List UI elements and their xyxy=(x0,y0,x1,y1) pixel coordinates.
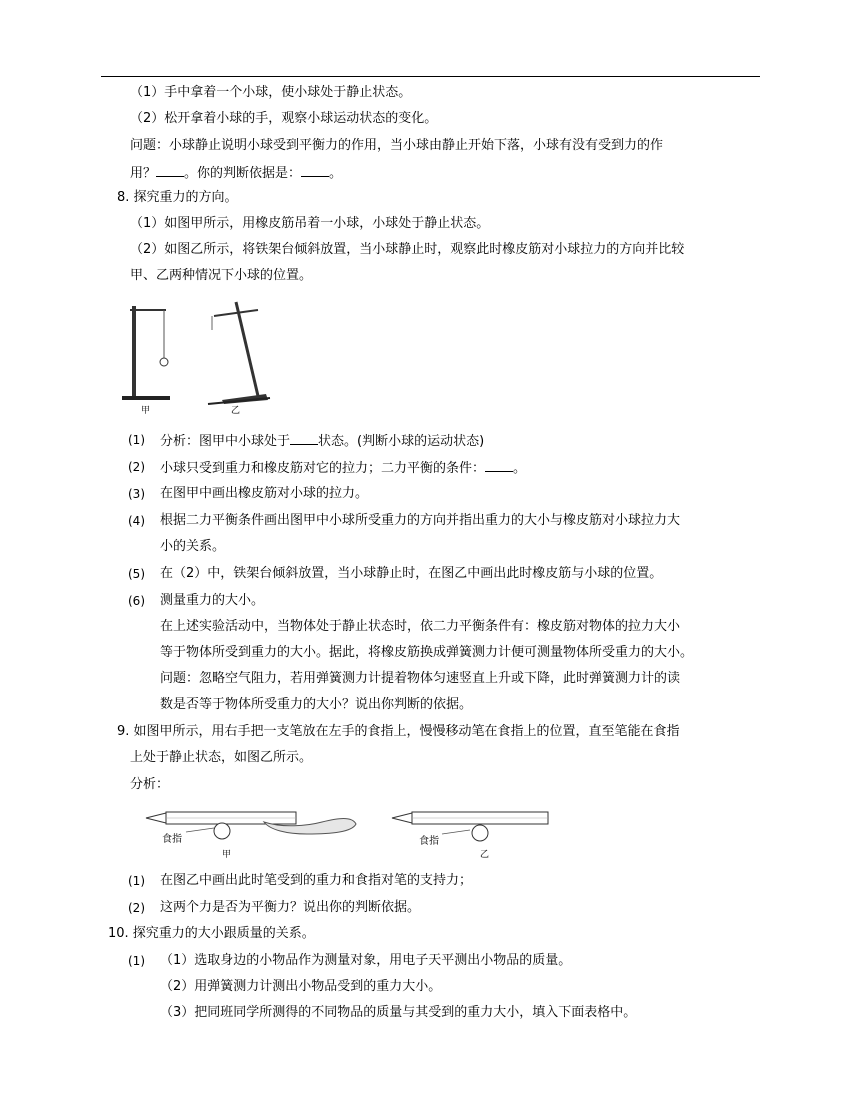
answer-blank[interactable] xyxy=(290,432,318,445)
q8-item-4: 根据二力平衡条件画出图甲中小球所受重力的方向并指出重力的大小与橡皮筋对小球拉力大 xyxy=(160,513,681,528)
q9-analysis: 分析： xyxy=(130,777,170,792)
q8-item-number: (3) xyxy=(128,487,145,501)
figure-label-b: 乙 xyxy=(480,850,490,860)
q8-item-1 xyxy=(160,432,484,450)
q10-step-3: （3）把同班同学所测得的不同物品的质量与其受到的重力大小，填入下面表格中。 xyxy=(160,1005,637,1020)
q8-item-6-para: 等于物体所受到重力的大小。据此，将橡皮筋换成弹簧测力计便可测量物体所受重力的大小。 xyxy=(160,645,694,660)
q8-item-2-post: 。 xyxy=(513,461,527,476)
q8-item-6-para: 数是否等于物体所受重力的大小？说出你判断的依据。 xyxy=(160,697,473,712)
figure-label-a: 甲 xyxy=(141,406,151,416)
q8-title: 8. 探究重力的方向。 xyxy=(117,190,238,205)
figure-label-b: 乙 xyxy=(231,406,241,416)
q7-question: 问题：小球静止说明小球受到平衡力的作用，当小球由静止开始下落，小球有没有受到力的作 xyxy=(130,138,664,153)
figure-label-a: 甲 xyxy=(222,850,232,860)
q8-step-1: （1）如图甲所示，用橡皮筋吊着一小球，小球处于静止状态。 xyxy=(130,216,490,231)
q8-item-3: 在图甲中画出橡皮筋对小球的拉力。 xyxy=(160,486,369,501)
q8-item-6: 测量重力的大小。 xyxy=(160,593,265,608)
q7-step-1: （1）手中拿着一个小球，使小球处于静止状态。 xyxy=(130,85,412,100)
q8-item-6-para: 在上述实验活动中，当物体处于静止状态时，依二力平衡条件有：橡皮筋对物体的拉力大小 xyxy=(160,619,681,634)
q9-item-number: (2) xyxy=(128,901,145,915)
finger-label-b: 食指 xyxy=(419,836,439,847)
answer-blank[interactable] xyxy=(485,459,513,472)
header-rule xyxy=(101,76,760,77)
q8-item-5: 在（2）中，铁架台倾斜放置，当小球静止时，在图乙中画出此时橡皮筋与小球的位置。 xyxy=(160,566,663,581)
q8-item-2-pre: 小球只受到重力和橡皮筋对它的拉力；二力平衡的条件： xyxy=(160,461,486,476)
finger-label-a: 食指 xyxy=(162,834,182,845)
answer-blank[interactable] xyxy=(156,164,184,177)
q7-question-cont xyxy=(130,164,342,182)
q9-item-1: 在图乙中画出此时笔受到的重力和食指对笔的支持力； xyxy=(160,873,473,888)
q8-item-number: (2) xyxy=(128,460,145,474)
q8-item-number: (5) xyxy=(128,567,145,581)
q8-item-1-post: 状态。(判断小球的运动状态) xyxy=(318,434,485,449)
q7-step-2: （2）松开拿着小球的手，观察小球运动状态的变化。 xyxy=(130,111,438,126)
q8-item-4-cont: 小的关系。 xyxy=(160,539,226,554)
q9-item-number: (1) xyxy=(128,874,145,888)
q8-item-1-pre: 分析：图甲中小球处于 xyxy=(160,434,291,449)
q8-item-number: (4) xyxy=(128,514,145,528)
q9-title: 9. 如图甲所示，用右手把一支笔放在左手的食指上，慢慢移动笔在食指上的位置，直至笔能在食指 xyxy=(117,724,680,739)
pencil-finger-figure xyxy=(142,804,554,862)
q10-item-number: (1) xyxy=(128,954,145,968)
q9-item-2: 这两个力是否为平衡力？说出你的判断依据。 xyxy=(160,900,421,915)
q8-step-2-cont: 甲、乙两种情况下小球的位置。 xyxy=(130,268,313,283)
q8-item-number: (1) xyxy=(128,433,145,447)
q8-item-6-para: 问题：忽略空气阻力，若用弹簧测力计提着物体匀速竖直上升或下降，此时弹簧测力计的读 xyxy=(160,671,681,686)
q10-step-1: （1）选取身边的小物品作为测量对象，用电子天平测出小物品的质量。 xyxy=(160,953,572,968)
q7-question-mid: 。你的判断依据是： xyxy=(184,166,302,181)
q7-question-prefix: 用？ xyxy=(130,166,157,181)
q8-step-2: （2）如图乙所示，将铁架台倾斜放置，当小球静止时，观察此时橡皮筋对小球拉力的方向并比较 xyxy=(130,242,685,257)
q8-item-number: (6) xyxy=(128,594,145,608)
q10-step-2: （2）用弹簧测力计测出小物品受到的重力大小。 xyxy=(160,979,442,994)
q10-title: 10. 探究重力的大小跟质量的关系。 xyxy=(108,926,315,941)
iron-stand-figure xyxy=(118,296,278,424)
answer-blank[interactable] xyxy=(301,164,329,177)
q9-title-cont: 上处于静止状态，如图乙所示。 xyxy=(130,750,313,765)
q7-question-end: 。 xyxy=(329,166,343,181)
q8-item-2 xyxy=(160,459,526,477)
